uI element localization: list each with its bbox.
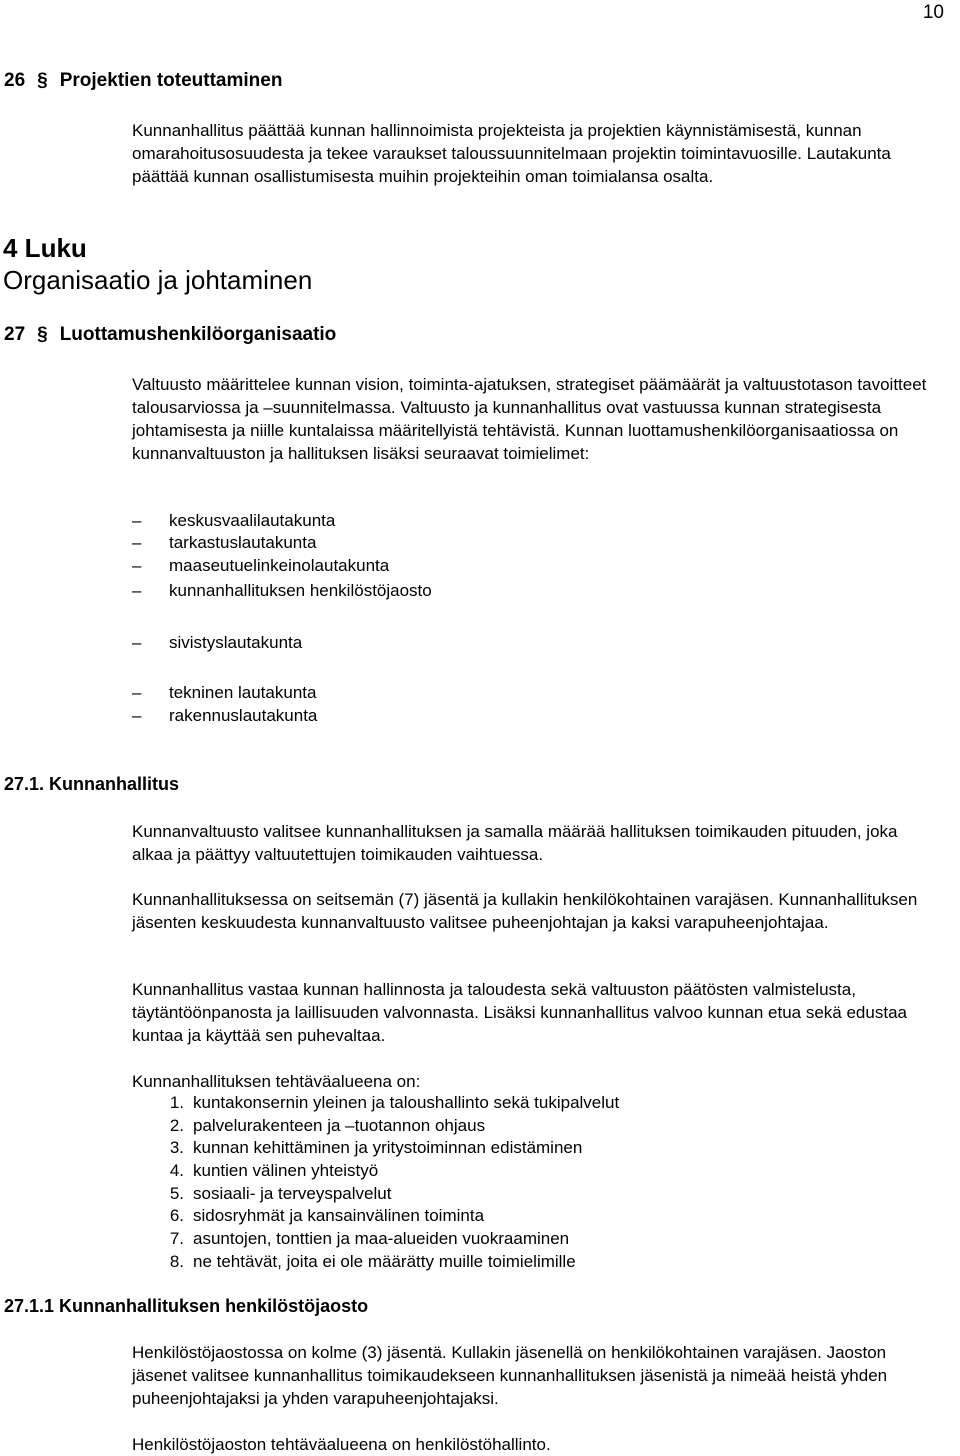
dash-bullet: – xyxy=(132,706,142,725)
list-item-label: sidosryhmät ja kansainvälinen toiminta xyxy=(193,1206,485,1226)
dash-bullet: – xyxy=(132,533,142,552)
section-26-number: 26 xyxy=(4,70,26,91)
list-item-number: 8. xyxy=(169,1251,184,1271)
list-item xyxy=(132,704,317,727)
chapter-title: Organisaatio ja johtaminen xyxy=(3,265,313,295)
section-27-heading xyxy=(4,324,336,346)
list-item-number: 4. xyxy=(169,1161,184,1181)
list-item-number: 7. xyxy=(169,1229,184,1249)
list-item-label: tekninen lautakunta xyxy=(169,683,317,702)
section-27-1-heading: 27.1. Kunnanhallitus xyxy=(4,774,180,794)
list-item-number: 3. xyxy=(169,1138,184,1158)
list-item-label: palvelurakenteen ja –tuotannon ohjaus xyxy=(193,1115,486,1135)
list-item-label: kunnanhallituksen henkilöstöjaosto xyxy=(169,581,432,600)
list-item-label: kuntakonsernin yleinen ja taloushallinto sekä tukipalvelut xyxy=(193,1093,620,1112)
list-item-label: maaseutuelinkeinolautakunta xyxy=(169,556,390,575)
list-item xyxy=(132,531,316,554)
list-item xyxy=(148,1251,619,1274)
dash-bullet: – xyxy=(132,556,142,575)
section-27-body: Valtuusto määrittelee kunnan vision, toiminta-ajatuksen, strategiset päämäärät ja valtuustotason tavoitteet talousarviossa ja –suunnitelmassa. Valtuusto ja kunnanhallitus ovat vastuussa kunnan strategisesta johtamisesta ja niille kuntalaissa määritellyistä tehtävistä. Kunnan luottamushenkilöorganisaatiossa on kunnanvaltuuston ja hallituksen lisäksi seuraavat toimielimet: xyxy=(132,375,927,463)
list-item-number: 1. xyxy=(169,1093,184,1112)
list-item-label: sivistyslautakunta xyxy=(169,633,303,652)
chapter-number: 4 Luku xyxy=(3,233,87,263)
section-27-1-paragraph-2: Kunnanhallituksessa on seitsemän (7) jäsentä ja kullakin henkilökohtainen varajäsen. Kunnanhallituksen jäsenten keskuudesta kunnanvaltuusto valitsee puheenjohtajan ja kaksi varapuheenjohtajaa. xyxy=(132,890,918,932)
section-26-title: Projektien toteuttaminen xyxy=(59,70,283,91)
list-item-label: kuntien välinen yhteistyö xyxy=(193,1161,379,1181)
list-item-label: kunnan kehittäminen ja yritystoiminnan edistäminen xyxy=(193,1138,583,1158)
section-27-1-1-paragraph-1: Henkilöstöjaostossa on kolme (3) jäsentä. Kullakin jäsenellä on henkilökohtainen varajäsen. Jaoston jäsenet valitsee kunnanhallitus toimikaudekseen kunnanhallituksen jäsenistä ja nimeää heistä yhden puheenjohtajaksi ja yhden varapuheenjohtajaksi. xyxy=(132,1343,888,1408)
list-item xyxy=(132,579,432,602)
list-item xyxy=(132,509,335,532)
list-item xyxy=(148,1160,619,1183)
section-sign: § xyxy=(37,70,48,91)
list-item xyxy=(148,1092,619,1115)
list-item-number: 6. xyxy=(169,1206,184,1226)
section-27-title: Luottamushenkilöorganisaatio xyxy=(59,324,337,345)
list-item-label: keskusvaalilautakunta xyxy=(169,511,336,530)
list-item xyxy=(148,1183,619,1206)
dash-bullet: – xyxy=(132,511,142,530)
section-27-1-1-heading: 27.1.1 Kunnanhallituksen henkilöstöjaosto xyxy=(4,1296,369,1316)
dash-bullet: – xyxy=(132,581,142,600)
page-number: 10 xyxy=(922,2,944,23)
dash-bullet: – xyxy=(132,633,142,652)
list-item xyxy=(148,1228,619,1251)
tasks-intro: Kunnanhallituksen tehtäväalueena on: xyxy=(132,1072,421,1091)
section-26-body: Kunnanhallitus päättää kunnan hallinnoimista projekteista ja projektien käynnistämisestä, kunnan omarahoitusosuudesta ja tekee varaukset taloussuunnitelmaan projektin toimintavuosille. Lautakunta päättää kunnan osallistumisesta muihin projekteihin oman toimialansa osalta. xyxy=(132,121,891,186)
section-27-1-1-paragraph-2: Henkilöstöjaoston tehtäväalueena on henkilöstöhallinto. xyxy=(132,1435,551,1454)
dash-bullet: – xyxy=(132,683,142,702)
section-27-1-paragraph-3: Kunnanhallitus vastaa kunnan hallinnosta ja taloudesta sekä valtuuston päätösten valmistelusta, täytäntöönpanosta ja laillisuuden valvonnasta. Lisäksi kunnanhallitus valvoo kunnan etua sekä edustaa kuntaa ja käyttää sen puhevaltaa. xyxy=(132,980,907,1045)
section-sign: § xyxy=(37,324,48,345)
list-item-number: 5. xyxy=(169,1183,184,1203)
section-27-number: 27 xyxy=(4,324,26,345)
list-item xyxy=(132,631,302,654)
list-item xyxy=(148,1137,619,1160)
list-item-number: 2. xyxy=(169,1115,184,1135)
list-item xyxy=(148,1205,619,1228)
tasks-list xyxy=(148,1092,619,1274)
section-26-heading xyxy=(4,70,282,92)
list-item-label: rakennuslautakunta xyxy=(169,706,318,725)
section-27-1-paragraph-1: Kunnanvaltuusto valitsee kunnanhallituksen ja samalla määrää hallituksen toimikauden pituuden, joka alkaa ja päättyy valtuutettujen toimikauden vaihtuessa. xyxy=(132,822,898,864)
list-item xyxy=(132,681,316,704)
list-item-label: asuntojen, tonttien ja maa-alueiden vuokraaminen xyxy=(193,1229,570,1249)
list-item xyxy=(148,1115,619,1138)
list-item-label: ne tehtävät, joita ei ole määrätty muille toimielimille xyxy=(193,1251,576,1271)
list-item xyxy=(132,554,389,577)
list-item-label: tarkastuslautakunta xyxy=(169,533,317,552)
list-item-label: sosiaali- ja terveyspalvelut xyxy=(193,1183,392,1203)
